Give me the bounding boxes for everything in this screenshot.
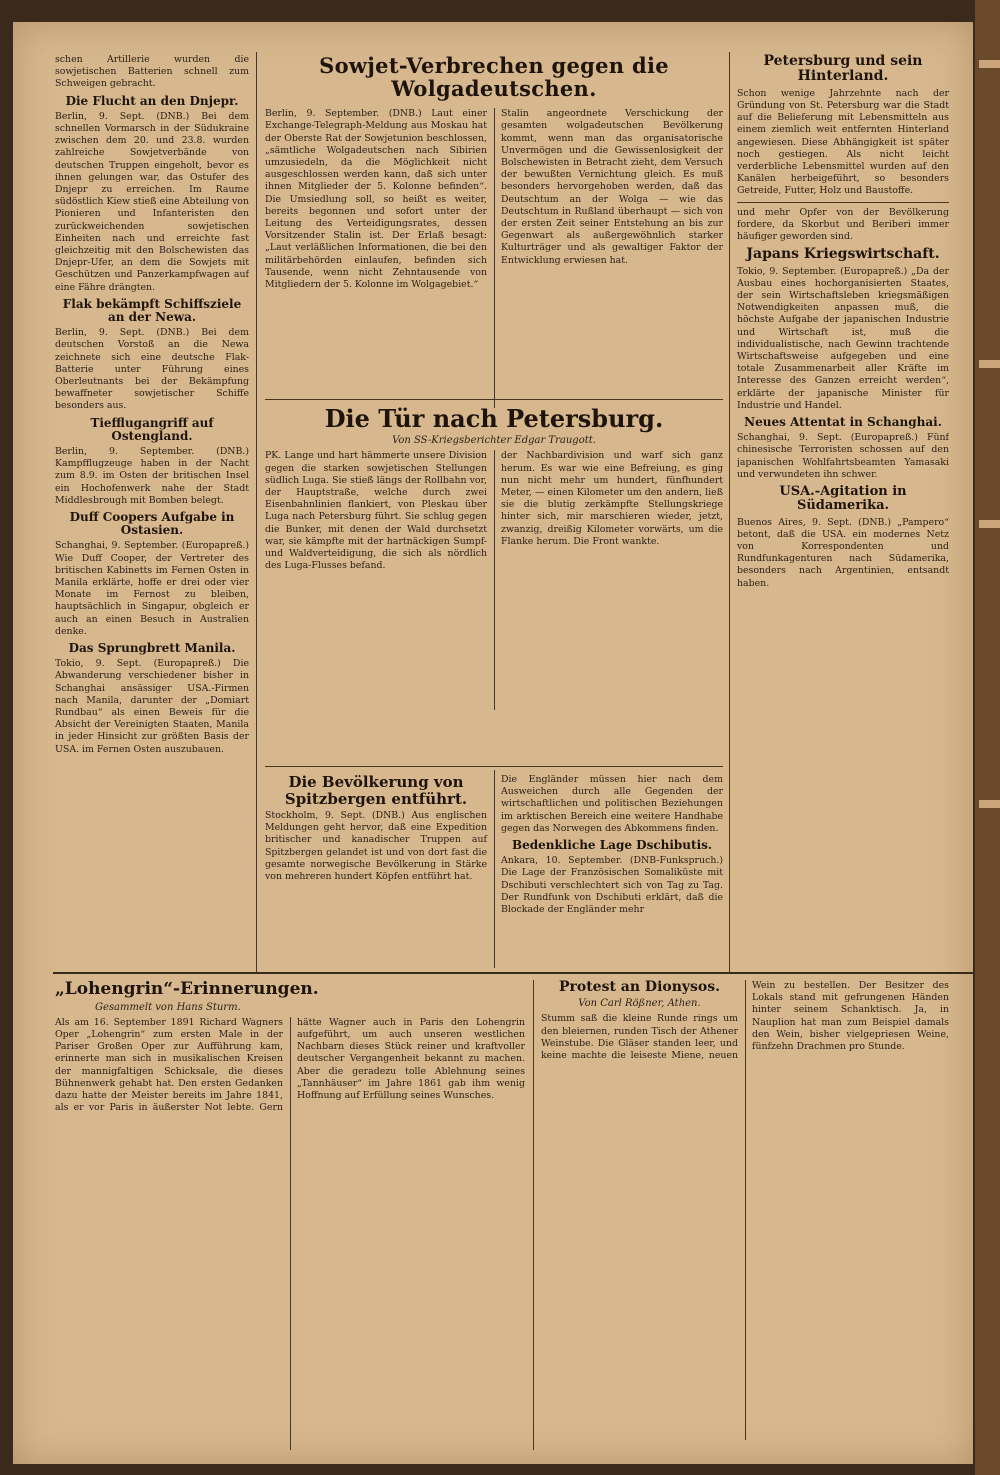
main-headline: Sowjet-Verbrechen gegen die Wolgadeutschen.	[319, 54, 669, 102]
lead-article	[265, 108, 723, 408]
page-edge	[975, 0, 1000, 1475]
article-body: Berlin, 9. Sept. (DNB.) Bei dem deutschen Vorstoß an die Newa zeichnete sich eine deutsche Flak-Batterie unter Führung eines Oberleutnants bei der Bekämpfung bewaffneter sowjetischer Schiffe besonders aus.	[55, 327, 249, 412]
article-body: Berlin, 9. September. (DNB.) Laut einer Exchange-Telegraph-Meldung aus Moskau hat der Oberste Rat der Sowjetunion beschlossen, „sämtliche Wolgadeutschen nach Sibirien umzusiedeln, da die Möglichkeit nicht ausgeschlossen werden kann, daß sich unter ihnen Mitglieder der 5. Kolonne befinden“. Die Umsiedlung soll, so heißt es weiter, bereits begonnen und sofort unter der Leitung des Verteidigungsrates, dessen Vorsitzender Stalin ist. Der Erlaß besagt: „Laut verläßlichen Informationen, die bei den militärbehörden einlaufen, befinden sich Tausende, wenn nicht Zehntausende von Mitgliedern der 5. Kolonne im Wolgagebiet.“	[265, 108, 487, 291]
column-rule	[494, 770, 495, 968]
divider	[265, 766, 723, 767]
right-column	[737, 54, 949, 969]
center-column	[265, 54, 723, 969]
byline: Von Carl Rößner, Athen.	[578, 998, 701, 1010]
feuilleton-left	[55, 980, 525, 1450]
article-body: Stockholm, 9. Sept. (DNB.) Aus englischen Meldungen geht hervor, daß eine Expedition britischer und kanadischer Truppen auf Spitzbergen gelandet ist und von dort fast die gesamte norwegische Bevölkerung in Stärke von mehreren hundert Köpfen entführt hat.	[265, 810, 487, 883]
article-headline: Bedenkliche Lage Dschibutis.	[511, 838, 713, 853]
article-body: Die Engländer müssen hier nach dem Ausweichen durch alle Gegenden der wirtschaftlichen und politischen Beziehungen im arktischen Bereich eine weitere Handhabe gegen das Norwegen des Abkommens finden.	[501, 774, 723, 834]
divider	[265, 399, 723, 400]
feature-article	[265, 450, 723, 710]
column-rule	[533, 980, 534, 1450]
article-headline: Neues Attentat in Schanghai.	[744, 415, 942, 430]
article-body: Schon wenige Jahrzehnte nach der Gründung von St. Petersburg war die Stadt auf die Belieferung mit Lebensmitteln aus einem ziemlich weit entfernten Hinterland angewiesen. Diese Abhängigkeit ist später noch gestiegen. Als nicht leicht verderbliche Lebensmittel wurden auf den Kanälen herbeigeführt, so besonders Getreide, Futter, Holz und Baustoffe.	[737, 87, 949, 197]
article-headline: Die Bevölkerung von Spitzbergen entführt.	[284, 773, 468, 808]
article-body: Stalin angeordnete Verschickung der gesamten wolgadeutschen Bevölkerung kommt, wenn man das organisatorische Unvermögen und die Gewissenlosigkeit der Bolschewisten in Betracht zieht, dem Versuch der bewußten Vernichtung gleich. Es muß besonders hervorgehoben werden, daß das Deutschtum an der Wolga — wie das Deutschtum in Rußland überhaupt — sich von der ersten Zeit seiner Entstehung an bis zur Gegenwart als außergewöhnlich starker Kulturträger und als gewaltiger Faktor der Entwicklung erwiesen hat.	[501, 108, 723, 266]
feature-headline: Die Tür nach Petersburg.	[324, 404, 664, 433]
article-headline: Petersburg und sein Hinterland.	[763, 54, 923, 85]
article-headline: Japans Kriegswirtschaft.	[746, 246, 940, 263]
article-body: Ankara, 10. September. (DNB-Funkspruch.) Die Lage der Französischen Somaliküste mit Dschibuti verschlechtert sich von Tag zu Tag. Der Rundfunk von Dschibuti erklärt, daß die Blockade der Engländer mehr	[501, 855, 723, 916]
article-body: PK. Lange und hart hämmerte unsere Division gegen die starken sowjetischen Stellungen südlich Luga. Sie stieß längs der Rollbahn vor, der Hauptstraße, welche durch zwei Eisenbahnlinien flankiert, von Pleskau über Luga nach Petersburg führt. Sie schlug gegen die Bunker, mit denen der Wald durchsetzt war, sie kämpfte mit der hartnäckigen Sumpf- und Waldverteidigung, die sich als nördlich des Luga-Flusses befand.	[265, 450, 487, 572]
feuilleton-body	[55, 1017, 525, 1450]
article-body: Schanghai, 9. September. (Europapreß.) Wie Duff Cooper, der Vertreter des britischen Kabinetts im Fernen Osten in Manila erklärte, hoffe er drei oder vier Monate im Fernost zu bleiben, hauptsächlich in Singapur, obgleich er auch an einen Besuch in Australien denke.	[55, 540, 249, 637]
byline: Gesammelt von Hans Sturm.	[95, 1001, 241, 1013]
section-divider	[53, 972, 973, 974]
intro-text: schen Artillerie wurden die sowjetischen Batterien schnell zum Schweigen gebracht.	[55, 54, 249, 90]
column-rule	[729, 52, 730, 972]
article-headline: Das Sprungbrett Manila.	[68, 641, 236, 656]
article-body: der Nachbardivision und warf sich ganz herum. Es war wie eine Befreiung, es ging nun nicht mehr um hundert, fünfhundert Meter, — einen Kilometer um den andern, ließ sie die blutig zerkämpfte Stellungskriege hinter sich, mir marschieren wieder, jetzt, zwanzig, dreißig Kilometer vorwärts, um die Flanke herum. Die Front wankte.	[501, 450, 723, 547]
feuilleton-right	[541, 980, 949, 1450]
article-body: Schanghai, 9. Sept. (Europapreß.) Fünf chinesische Terroristen schossen auf den japanischen Wohlfahrtsbeamten Yamasaki und verwundeten ihn schwer.	[737, 432, 949, 480]
article-body: Berlin, 9. September. (DNB.) Kampfflugzeuge haben in der Nacht zum 8.9. im Osten der britischen Insel ein Hochofenwerk nahe der Stadt Middlesbrough mit Bomben belegt.	[55, 446, 249, 506]
article-body: Tokio, 9. September. (Europapreß.) „Da der Ausbau eines hochorganisierten Staates, der sein Wirtschaftsleben kriegsmäßigen Notwendigkeiten anpassen muß, die höchste Aufgabe der japanischen Industrie und Wirtschaft ist, muß die individualistische, nach Gewinn trachtende Wirtschaftsweise aufgegeben und eine totale Zusammenarbeit aller Kräfte im Interesse des Ganzen erreicht werden“, erklärte der japanische Minister für Industrie und Handel.	[737, 265, 949, 411]
article-headline: Tiefflugangriff auf Ostengland.	[90, 415, 214, 443]
article-body: Als am 16. September 1891 Richard Wagners Oper „Lohengrin“ zum ersten Male in der Pariser Großen Oper zur Aufführung kam, erinnerte man sich in musikalischen Kreisen der mannigfaltigen Schicksale, die dieses Bühnenwerk gehabt hat. Den ersten Gedanken dazu hatte der Meister bereits im Jahre 1841, als er vor Paris in äußerster Not lebte. Gern hätte Wagner auch in Paris den Lohengrin aufgeführt, um auch unseren westlichen Nachbarn dieses Stück reiner und kraftvoller deutscher Vergangenheit bekannt zu machen. Aber die geradezu tolle Ablehnung seines „Tannhäuser“ im Jahre 1861 gab ihm wenig Hoffnung auf Erfüllung seines Wunsches.	[55, 1016, 525, 1114]
column-rule	[256, 52, 257, 972]
article-body: Berlin, 9. Sept. (DNB.) Bei dem schnellen Vormarsch in der Südukraine zwischen dem 20. und 23.8. wurden zahlreiche Sowjetverbände von deutschen Truppen eingeholt, bevor es ihnen gelungen war, das Ostufer des Dnjepr zu erreichen. Im Raume südöstlich Kiew stieß eine Abteilung von Pionieren und Infanteristen den zurückweichenden sowjetischen Einheiten nach und erreichte fast gleichzeitig mit den Bolschewisten das Dnjepr-Ufer, an dem die Sowjets mit Geschützen und Panzerkampfwagen auf eine Fähre drängten.	[55, 110, 249, 293]
article-body: Tokio, 9. Sept. (Europapreß.) Die Abwanderung verschiedener bisher in Schanghai ansässiger USA.-Firmen nach Manila, darunter der „Domiart Rundbau“ als einen Beweis für die Absicht der Vereinigten Staaten, Manila in jeder Hinsicht zur größten Basis der USA. im Fernen Osten auszubauen.	[55, 658, 249, 755]
article-body: Stumm saß die kleine Runde rings um den bleiernen, runden Tisch der Athener Weinstube. Die Gläser standen leer, und keine machte die leiseste Miene, neuen Wein zu bestellen. Der Besitzer des Lokals stand mit gefrungenen Händen hinter seinem Schanktisch. Ja, in Nauplion hat man zum Beispiel damals den Wein, bisher vielgepriesen Weine, fünfzehn Drachmen pro Stunde.	[541, 980, 949, 1061]
article-headline: Duff Coopers Aufgabe in Ostasien.	[69, 510, 235, 538]
left-column	[55, 54, 249, 969]
article-headline: Flak bekämpft Schiffsziele an der Newa.	[62, 296, 242, 325]
article-body: und mehr Opfer von der Bevölkerung fordere, da Skorbut und Beriberi immer häufiger geworden sind.	[737, 206, 949, 243]
newspaper-page	[13, 22, 973, 1464]
byline: Von SS-Kriegsberichter Edgar Traugott.	[392, 435, 596, 447]
article-headline: „Lohengrin“-Erinnerungen.	[55, 980, 319, 999]
article-headline: Die Flucht an den Dnjepr.	[65, 93, 239, 108]
divider	[737, 202, 949, 203]
article-headline: Protest an Dionysos.	[558, 980, 721, 995]
article-headline: USA.-Agitation in Südamerika.	[779, 484, 907, 514]
article-body: Buenos Aires, 9. Sept. (DNB.) „Pampero“ betont, daß die USA. ein modernes Netz von Korrespondenten und Rundfunkagenturen nach Südamerika, besonders nach Argentinien, entsandt haben.	[737, 516, 949, 589]
